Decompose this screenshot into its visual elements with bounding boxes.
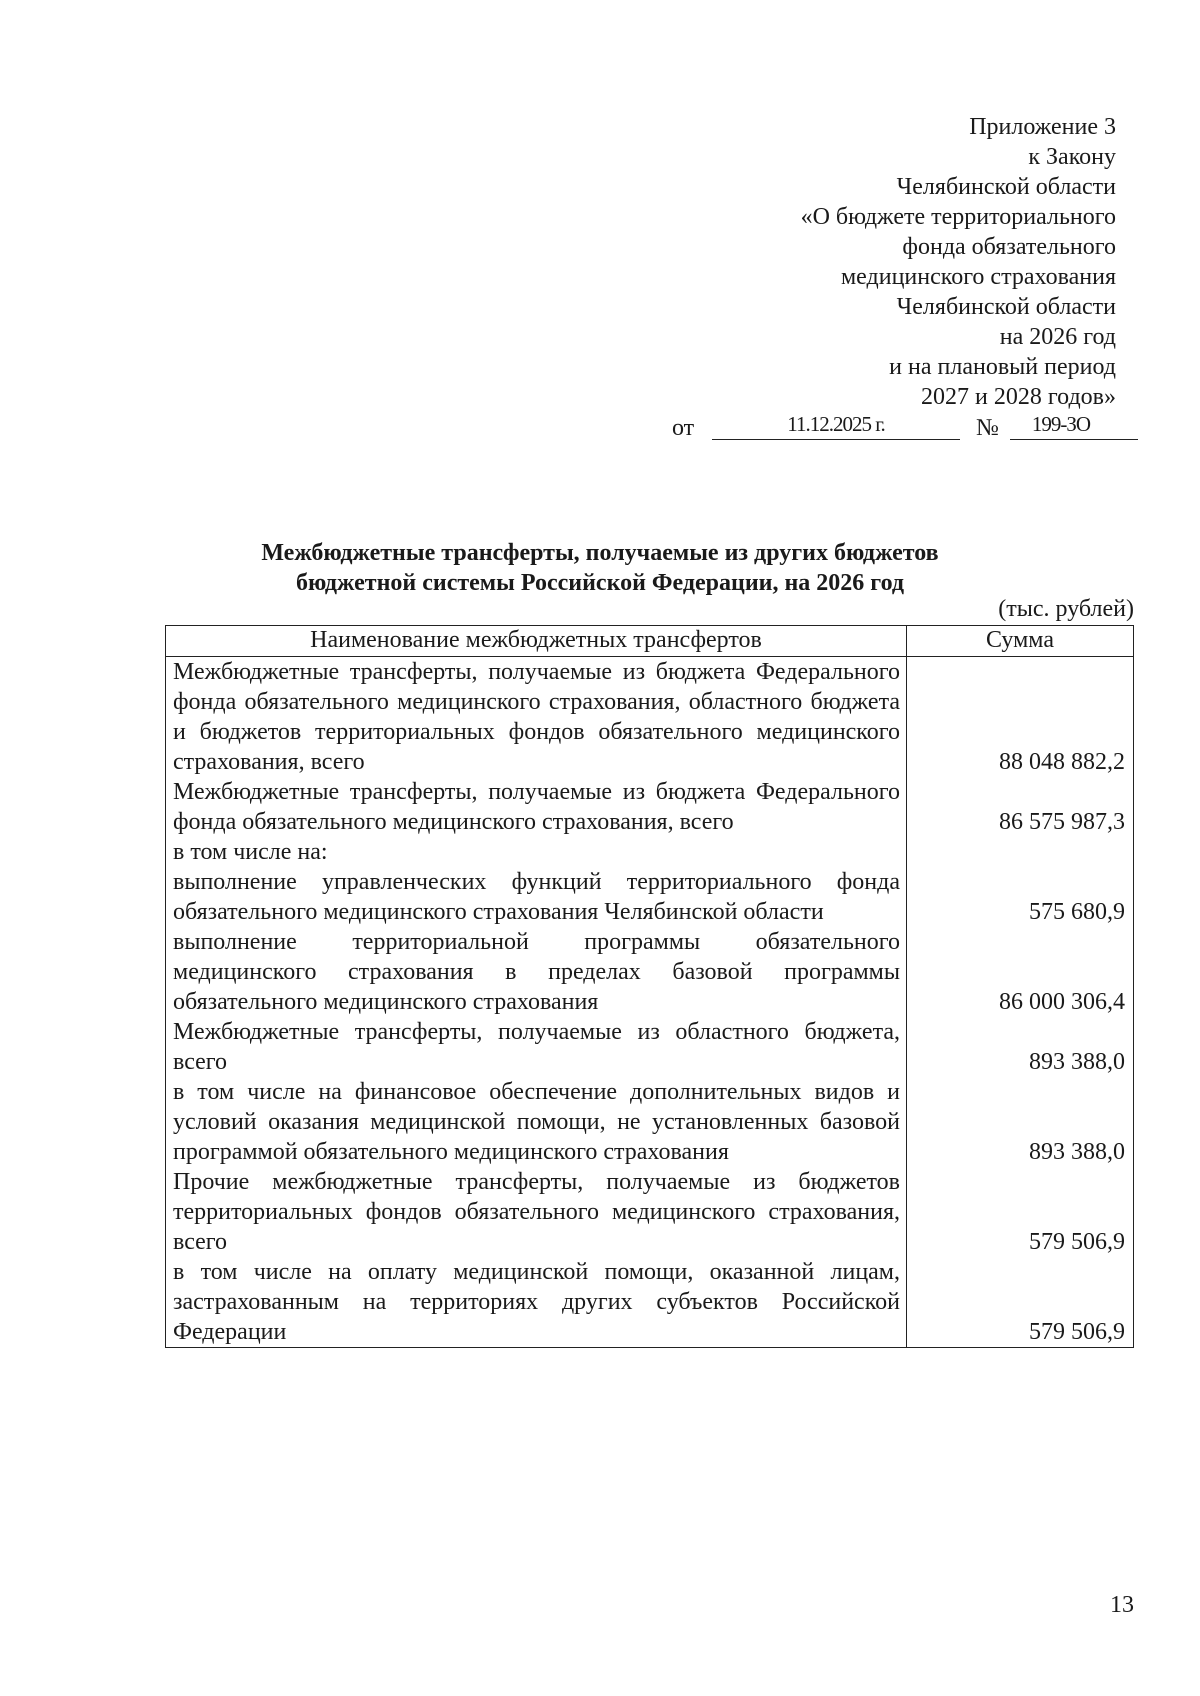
law-number: 199-ЗО <box>1031 412 1091 436</box>
table-row <box>166 1017 1134 1077</box>
row-name: в том числе на финансовое обеспечение дополнительных видов и условий оказания медицинской помощи, не установленных базовой программой обязательного медицинского страхования <box>166 1077 907 1167</box>
table-row <box>166 1077 1134 1167</box>
row-amount: 88 048 882,2 <box>907 657 1134 778</box>
appendix-line: Приложение 3 <box>969 114 1116 140</box>
appendix-line: Челябинской области <box>896 174 1116 200</box>
row-amount: 893 388,0 <box>907 1077 1134 1167</box>
appendix-line: 2027 и 2028 годов» <box>921 384 1116 410</box>
row-name: Межбюджетные трансферты, получаемые из бюджета Федерального фонда обязательного медицинского страхования, всего <box>166 777 907 837</box>
date-field <box>712 409 960 440</box>
header-amount: Сумма <box>907 626 1134 657</box>
row-name: Межбюджетные трансферты, получаемые из бюджета Федерального фонда обязательного медицинского страхования, областного бюджета и бюджетов территориальных фондов обязательного медицинского страхования, всего <box>166 657 907 778</box>
table-row <box>166 927 1134 1017</box>
appendix-line: Челябинской области <box>896 294 1116 320</box>
row-name: в том числе на: <box>166 837 907 867</box>
row-name: Межбюджетные трансферты, получаемые из областного бюджета, всего <box>166 1017 907 1077</box>
law-date: 11.12.2025 г. <box>787 412 885 436</box>
table-header-row <box>166 626 1134 657</box>
row-amount <box>907 837 1134 867</box>
appendix-line: медицинского страхования <box>840 264 1116 290</box>
transfers-table <box>165 625 1134 1348</box>
table-row <box>166 837 1134 867</box>
document-title <box>150 538 1050 598</box>
from-label: от <box>672 415 695 441</box>
law-dateline <box>672 410 1138 446</box>
row-amount: 86 000 306,4 <box>907 927 1134 1017</box>
row-amount: 579 506,9 <box>907 1257 1134 1348</box>
row-amount: 579 506,9 <box>907 1167 1134 1257</box>
appendix-line: и на плановый период <box>889 354 1116 380</box>
appendix-header <box>596 112 1116 412</box>
table-row <box>166 867 1134 927</box>
row-amount: 575 680,9 <box>907 867 1134 927</box>
title-line-2: бюджетной системы Российской Федерации, на 2026 год <box>295 570 905 596</box>
title-line-1: Межбюджетные трансферты, получаемые из других бюджетов <box>261 540 939 566</box>
table-row <box>166 777 1134 837</box>
appendix-line: фонда обязательного <box>902 234 1116 260</box>
row-amount: 86 575 987,3 <box>907 777 1134 837</box>
header-name: Наименование межбюджетных трансфертов <box>166 626 907 657</box>
table-row <box>166 1257 1134 1348</box>
page-number: 13 <box>1110 1592 1134 1618</box>
appendix-line: на 2026 год <box>999 324 1116 350</box>
number-sign: № <box>976 415 999 441</box>
row-name: выполнение территориальной программы обязательного медицинского страхования в пределах базовой программы обязательного медицинского страхования <box>166 927 907 1017</box>
row-name: выполнение управленческих функций территориального фонда обязательного медицинского страхования Челябинской области <box>166 867 907 927</box>
table-row <box>166 1167 1134 1257</box>
row-amount: 893 388,0 <box>907 1017 1134 1077</box>
number-field <box>1010 409 1138 440</box>
units-note: (тыс. рублей) <box>998 596 1134 622</box>
row-name: в том числе на оплату медицинской помощи, оказанной лицам, застрахованным на территориях других субъектов Российской Федерации <box>166 1257 907 1348</box>
appendix-line: «О бюджете территориального <box>800 204 1116 230</box>
appendix-line: к Закону <box>1028 144 1116 170</box>
table-row <box>166 657 1134 778</box>
row-name: Прочие межбюджетные трансферты, получаемые из бюджетов территориальных фондов обязательного медицинского страхования, всего <box>166 1167 907 1257</box>
